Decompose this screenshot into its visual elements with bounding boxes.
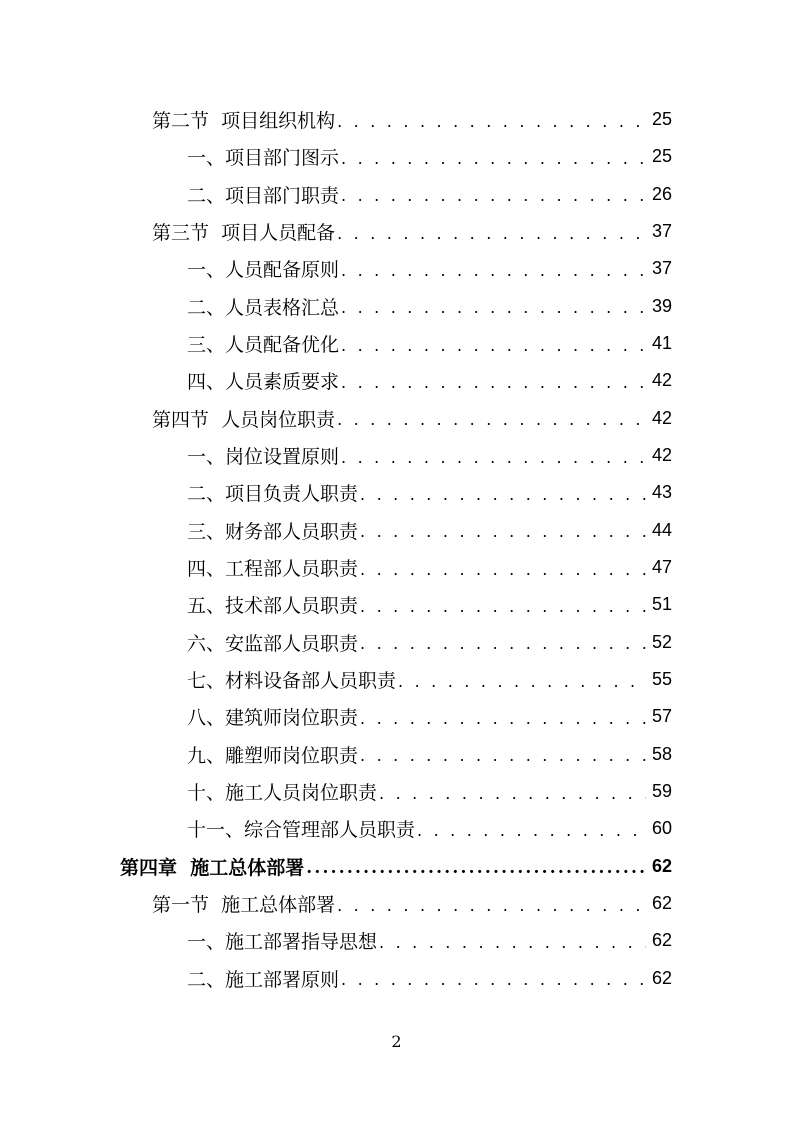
toc-dot-leader xyxy=(398,674,646,690)
toc-dot-leader xyxy=(337,114,646,130)
toc-entry-page: 25 xyxy=(651,109,672,130)
table-of-contents xyxy=(0,101,793,997)
toc-entry-title: 十、施工人员岗位职责 xyxy=(187,782,378,805)
toc-entry-title: 一、施工部署指导思想 xyxy=(187,931,378,954)
toc-entry[interactable] xyxy=(0,960,793,997)
page-number: 2 xyxy=(391,1032,402,1051)
toc-dot-leader xyxy=(341,972,646,988)
toc-entry-title: 三、人员配备优化 xyxy=(187,334,340,357)
toc-entry[interactable] xyxy=(0,661,793,698)
toc-entry-title: 第四节 人员岗位职责 xyxy=(152,408,336,431)
toc-entry[interactable] xyxy=(0,512,793,549)
toc-entry[interactable] xyxy=(0,736,793,773)
toc-entry-title: 一、项目部门图示 xyxy=(187,147,340,170)
toc-entry[interactable] xyxy=(0,138,793,175)
toc-entry-title: 三、财务部人员职责 xyxy=(187,520,359,543)
toc-entry-page: 44 xyxy=(651,519,672,540)
toc-entry[interactable] xyxy=(0,885,793,922)
toc-dot-leader xyxy=(360,599,646,615)
toc-dot-leader xyxy=(360,636,646,652)
toc-entry[interactable] xyxy=(0,213,793,250)
toc-entry[interactable] xyxy=(0,101,793,138)
toc-entry-page: 62 xyxy=(651,855,672,876)
toc-entry[interactable] xyxy=(0,624,793,661)
toc-entry[interactable] xyxy=(0,773,793,810)
toc-dot-leader xyxy=(306,860,646,877)
toc-entry-title: 七、材料设备部人员职责 xyxy=(187,670,397,693)
toc-entry-title: 二、项目负责人职责 xyxy=(187,483,359,506)
toc-entry-page: 51 xyxy=(651,594,672,615)
toc-entry-page: 55 xyxy=(651,669,672,690)
toc-entry-title: 第一节 施工总体部署 xyxy=(152,894,336,917)
toc-entry-page: 59 xyxy=(651,781,672,802)
toc-dot-leader xyxy=(341,450,646,466)
toc-dot-leader xyxy=(337,226,646,242)
toc-entry-page: 42 xyxy=(651,407,672,428)
toc-dot-leader xyxy=(360,748,646,764)
toc-entry[interactable] xyxy=(0,922,793,959)
toc-entry-title: 第三节 项目人员配备 xyxy=(152,222,336,245)
toc-entry-page: 42 xyxy=(651,445,672,466)
toc-dot-leader xyxy=(341,300,646,316)
toc-entry-page: 62 xyxy=(651,967,672,988)
toc-entry-page: 37 xyxy=(651,258,672,279)
toc-entry-title: 十一、综合管理部人员职责 xyxy=(187,819,416,842)
toc-entry-page: 37 xyxy=(651,221,672,242)
toc-entry-page: 52 xyxy=(651,631,672,652)
toc-entry-page: 57 xyxy=(651,706,672,727)
toc-entry[interactable] xyxy=(0,176,793,213)
toc-entry[interactable] xyxy=(0,325,793,362)
toc-entry-page: 43 xyxy=(651,482,672,503)
toc-entry[interactable] xyxy=(0,474,793,511)
toc-dot-leader xyxy=(417,823,646,839)
toc-entry-page: 62 xyxy=(651,893,672,914)
toc-entry[interactable] xyxy=(0,362,793,399)
toc-dot-leader xyxy=(341,375,646,391)
toc-entry-title: 六、安监部人员职责 xyxy=(187,632,359,655)
toc-dot-leader xyxy=(341,338,646,354)
toc-entry-page: 41 xyxy=(651,333,672,354)
toc-dot-leader xyxy=(379,786,646,802)
toc-dot-leader xyxy=(360,711,646,727)
toc-dot-leader xyxy=(341,188,646,204)
toc-entry-title: 八、建筑师岗位职责 xyxy=(187,707,359,730)
toc-entry-page: 42 xyxy=(651,370,672,391)
toc-entry[interactable] xyxy=(0,250,793,287)
toc-entry[interactable] xyxy=(0,698,793,735)
toc-dot-leader xyxy=(360,487,646,503)
toc-entry[interactable] xyxy=(0,549,793,586)
toc-entry-title: 一、人员配备原则 xyxy=(187,259,340,282)
toc-entry[interactable] xyxy=(0,848,793,885)
toc-entry[interactable] xyxy=(0,586,793,623)
toc-entry-title: 二、施工部署原则 xyxy=(187,968,340,991)
toc-entry-title: 四、工程部人员职责 xyxy=(187,558,359,581)
toc-dot-leader xyxy=(379,935,646,951)
toc-entry-title: 二、人员表格汇总 xyxy=(187,296,340,319)
toc-dot-leader xyxy=(337,412,646,428)
toc-entry[interactable] xyxy=(0,288,793,325)
toc-entry-title: 第二节 项目组织机构 xyxy=(152,110,336,133)
toc-dot-leader xyxy=(337,898,646,914)
toc-entry-page: 62 xyxy=(651,930,672,951)
toc-dot-leader xyxy=(341,263,646,279)
toc-entry[interactable] xyxy=(0,437,793,474)
toc-entry-title: 一、岗位设置原则 xyxy=(187,446,340,469)
toc-entry[interactable] xyxy=(0,400,793,437)
toc-entry-title: 二、项目部门职责 xyxy=(187,184,340,207)
toc-entry-page: 25 xyxy=(651,146,672,167)
toc-entry-page: 26 xyxy=(651,183,672,204)
toc-entry-page: 47 xyxy=(651,557,672,578)
toc-dot-leader xyxy=(360,524,646,540)
toc-entry-page: 60 xyxy=(651,818,672,839)
toc-entry-page: 39 xyxy=(651,295,672,316)
toc-entry-title: 五、技术部人员职责 xyxy=(187,595,359,618)
toc-dot-leader xyxy=(360,562,646,578)
toc-entry-page: 58 xyxy=(651,743,672,764)
toc-entry-title: 第四章 施工总体部署 xyxy=(120,856,305,879)
toc-dot-leader xyxy=(341,151,646,167)
toc-entry[interactable] xyxy=(0,810,793,847)
toc-entry-title: 四、人员素质要求 xyxy=(187,371,340,394)
toc-entry-title: 九、雕塑师岗位职责 xyxy=(187,744,359,767)
